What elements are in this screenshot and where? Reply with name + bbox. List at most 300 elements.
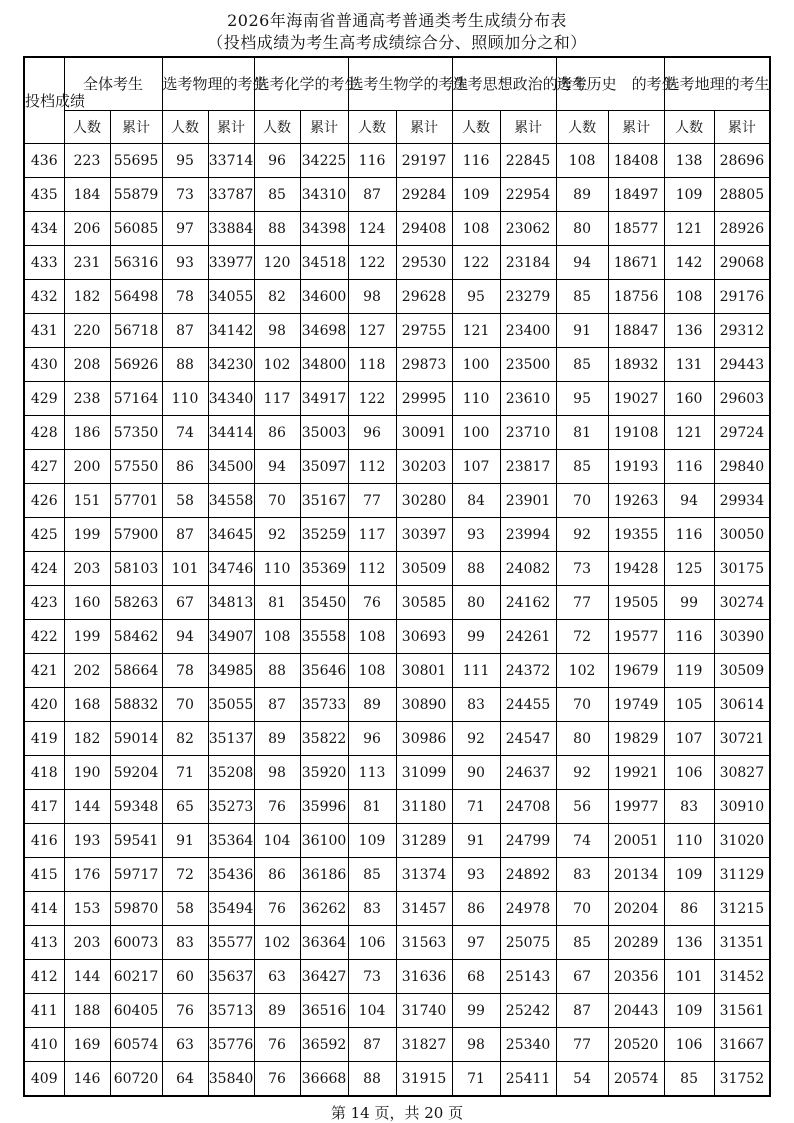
count-cell: 116 [348, 144, 396, 178]
cumulative-cell: 31452 [714, 960, 770, 994]
count-cell: 94 [556, 246, 608, 280]
cumulative-cell: 29176 [714, 280, 770, 314]
count-cell: 94 [162, 620, 208, 654]
count-cell: 74 [556, 824, 608, 858]
count-cell: 72 [162, 858, 208, 892]
table-row [24, 620, 770, 654]
cumulative-cell: 56498 [110, 280, 162, 314]
count-cell: 168 [64, 688, 110, 722]
cumulative-cell: 34518 [300, 246, 348, 280]
cumulative-cell: 23062 [500, 212, 556, 246]
score-cell: 417 [24, 790, 64, 824]
cumulative-cell: 57550 [110, 450, 162, 484]
cumulative-cell: 60073 [110, 926, 162, 960]
count-cell: 121 [664, 212, 714, 246]
count-cell: 116 [664, 450, 714, 484]
subheader-cumulative: 累计 [608, 111, 664, 144]
count-cell: 87 [348, 178, 396, 212]
cumulative-cell: 24637 [500, 756, 556, 790]
score-cell: 414 [24, 892, 64, 926]
count-cell: 176 [64, 858, 110, 892]
cumulative-cell: 34917 [300, 382, 348, 416]
count-cell: 88 [254, 654, 300, 688]
cumulative-cell: 28696 [714, 144, 770, 178]
score-cell: 410 [24, 1028, 64, 1062]
cumulative-cell: 20356 [608, 960, 664, 994]
cumulative-cell: 24162 [500, 586, 556, 620]
count-cell: 64 [162, 1062, 208, 1097]
table-row [24, 960, 770, 994]
count-cell: 160 [664, 382, 714, 416]
count-cell: 109 [348, 824, 396, 858]
cumulative-cell: 60574 [110, 1028, 162, 1062]
cumulative-cell: 30509 [396, 552, 452, 586]
count-cell: 88 [348, 1062, 396, 1097]
score-cell: 416 [24, 824, 64, 858]
table-row [24, 1028, 770, 1062]
cumulative-cell: 19977 [608, 790, 664, 824]
count-cell: 199 [64, 518, 110, 552]
count-cell: 117 [348, 518, 396, 552]
table-body [24, 144, 770, 1097]
cumulative-cell: 33714 [208, 144, 254, 178]
cumulative-cell: 36186 [300, 858, 348, 892]
count-cell: 60 [162, 960, 208, 994]
count-cell: 88 [162, 348, 208, 382]
cumulative-cell: 34800 [300, 348, 348, 382]
cumulative-cell: 36516 [300, 994, 348, 1028]
cumulative-cell: 34645 [208, 518, 254, 552]
cumulative-cell: 20051 [608, 824, 664, 858]
score-cell: 430 [24, 348, 64, 382]
cumulative-cell: 31667 [714, 1028, 770, 1062]
table-row [24, 722, 770, 756]
cumulative-cell: 30801 [396, 654, 452, 688]
count-cell: 78 [162, 280, 208, 314]
count-cell: 109 [452, 178, 500, 212]
count-cell: 110 [162, 382, 208, 416]
count-cell: 98 [254, 314, 300, 348]
cumulative-cell: 30050 [714, 518, 770, 552]
cumulative-cell: 35055 [208, 688, 254, 722]
cumulative-cell: 58462 [110, 620, 162, 654]
group-header-all: 全体考生 [64, 57, 162, 111]
cumulative-cell: 35637 [208, 960, 254, 994]
cumulative-cell: 19355 [608, 518, 664, 552]
cumulative-cell: 35776 [208, 1028, 254, 1062]
cumulative-cell: 20443 [608, 994, 664, 1028]
cumulative-cell: 34230 [208, 348, 254, 382]
count-cell: 85 [664, 1062, 714, 1097]
score-cell: 429 [24, 382, 64, 416]
count-cell: 91 [556, 314, 608, 348]
cumulative-cell: 23610 [500, 382, 556, 416]
table-row [24, 212, 770, 246]
cumulative-cell: 33787 [208, 178, 254, 212]
subheader-cumulative: 累计 [300, 111, 348, 144]
table-row [24, 688, 770, 722]
cumulative-cell: 29755 [396, 314, 452, 348]
cumulative-cell: 18577 [608, 212, 664, 246]
count-cell: 76 [254, 790, 300, 824]
count-cell: 93 [452, 518, 500, 552]
cumulative-cell: 30585 [396, 586, 452, 620]
count-cell: 116 [664, 620, 714, 654]
count-cell: 70 [556, 892, 608, 926]
cumulative-cell: 29443 [714, 348, 770, 382]
subheader-cumulative: 累计 [714, 111, 770, 144]
cumulative-cell: 23817 [500, 450, 556, 484]
cumulative-cell: 59870 [110, 892, 162, 926]
count-cell: 131 [664, 348, 714, 382]
cumulative-cell: 19193 [608, 450, 664, 484]
count-cell: 121 [452, 314, 500, 348]
cumulative-cell: 35167 [300, 484, 348, 518]
cumulative-cell: 19263 [608, 484, 664, 518]
cumulative-cell: 23400 [500, 314, 556, 348]
cumulative-cell: 58263 [110, 586, 162, 620]
cumulative-cell: 30175 [714, 552, 770, 586]
score-cell: 409 [24, 1062, 64, 1097]
count-cell: 153 [64, 892, 110, 926]
cumulative-cell: 18756 [608, 280, 664, 314]
count-cell: 97 [162, 212, 208, 246]
cumulative-cell: 34907 [208, 620, 254, 654]
cumulative-cell: 56316 [110, 246, 162, 280]
count-cell: 118 [348, 348, 396, 382]
count-cell: 109 [664, 858, 714, 892]
count-cell: 76 [254, 892, 300, 926]
cumulative-cell: 31374 [396, 858, 452, 892]
subheader-count: 人数 [64, 111, 110, 144]
count-cell: 106 [348, 926, 396, 960]
count-cell: 108 [348, 654, 396, 688]
count-cell: 120 [254, 246, 300, 280]
count-cell: 87 [556, 994, 608, 1028]
count-cell: 144 [64, 790, 110, 824]
header-row-groups [24, 57, 770, 111]
count-cell: 96 [348, 722, 396, 756]
cumulative-cell: 34746 [208, 552, 254, 586]
cumulative-cell: 30203 [396, 450, 452, 484]
cumulative-cell: 36592 [300, 1028, 348, 1062]
count-cell: 76 [254, 1028, 300, 1062]
count-cell: 203 [64, 926, 110, 960]
count-cell: 86 [254, 416, 300, 450]
count-cell: 87 [162, 518, 208, 552]
count-cell: 136 [664, 926, 714, 960]
count-cell: 107 [452, 450, 500, 484]
cumulative-cell: 35577 [208, 926, 254, 960]
cumulative-cell: 29408 [396, 212, 452, 246]
count-cell: 80 [556, 212, 608, 246]
count-cell: 85 [556, 926, 608, 960]
cumulative-cell: 24708 [500, 790, 556, 824]
cumulative-cell: 35436 [208, 858, 254, 892]
count-cell: 231 [64, 246, 110, 280]
table-row [24, 756, 770, 790]
cumulative-cell: 34055 [208, 280, 254, 314]
cumulative-cell: 59717 [110, 858, 162, 892]
count-cell: 86 [452, 892, 500, 926]
count-cell: 112 [348, 552, 396, 586]
count-cell: 223 [64, 144, 110, 178]
count-cell: 101 [162, 552, 208, 586]
cumulative-cell: 31129 [714, 858, 770, 892]
count-cell: 190 [64, 756, 110, 790]
count-cell: 76 [162, 994, 208, 1028]
count-cell: 169 [64, 1028, 110, 1062]
count-cell: 111 [452, 654, 500, 688]
count-cell: 89 [254, 722, 300, 756]
cumulative-cell: 24978 [500, 892, 556, 926]
cumulative-cell: 25340 [500, 1028, 556, 1062]
count-cell: 98 [254, 756, 300, 790]
cumulative-cell: 35137 [208, 722, 254, 756]
cumulative-cell: 60720 [110, 1062, 162, 1097]
cumulative-cell: 30827 [714, 756, 770, 790]
count-cell: 81 [348, 790, 396, 824]
cumulative-cell: 30390 [714, 620, 770, 654]
count-cell: 87 [348, 1028, 396, 1062]
cumulative-cell: 23994 [500, 518, 556, 552]
score-cell: 434 [24, 212, 64, 246]
cumulative-cell: 35364 [208, 824, 254, 858]
count-cell: 73 [556, 552, 608, 586]
cumulative-cell: 23710 [500, 416, 556, 450]
cumulative-cell: 19027 [608, 382, 664, 416]
cumulative-cell: 20520 [608, 1028, 664, 1062]
score-cell: 431 [24, 314, 64, 348]
count-cell: 74 [162, 416, 208, 450]
cumulative-cell: 24372 [500, 654, 556, 688]
score-cell: 415 [24, 858, 64, 892]
cumulative-cell: 31099 [396, 756, 452, 790]
count-cell: 82 [254, 280, 300, 314]
subheader-count: 人数 [556, 111, 608, 144]
count-cell: 87 [254, 688, 300, 722]
cumulative-cell: 31351 [714, 926, 770, 960]
count-cell: 110 [452, 382, 500, 416]
cumulative-cell: 35208 [208, 756, 254, 790]
cumulative-cell: 31180 [396, 790, 452, 824]
table-row [24, 552, 770, 586]
cumulative-cell: 24547 [500, 722, 556, 756]
score-cell: 419 [24, 722, 64, 756]
cumulative-cell: 35097 [300, 450, 348, 484]
count-cell: 88 [452, 552, 500, 586]
score-cell: 427 [24, 450, 64, 484]
cumulative-cell: 31827 [396, 1028, 452, 1062]
cumulative-cell: 34340 [208, 382, 254, 416]
score-cell: 418 [24, 756, 64, 790]
cumulative-cell: 24261 [500, 620, 556, 654]
cumulative-cell: 18497 [608, 178, 664, 212]
cumulative-cell: 31561 [714, 994, 770, 1028]
cumulative-cell: 31740 [396, 994, 452, 1028]
cumulative-cell: 18932 [608, 348, 664, 382]
cumulative-cell: 25242 [500, 994, 556, 1028]
count-cell: 83 [452, 688, 500, 722]
cumulative-cell: 29068 [714, 246, 770, 280]
table-row [24, 280, 770, 314]
score-cell: 425 [24, 518, 64, 552]
count-cell: 106 [664, 756, 714, 790]
count-cell: 84 [452, 484, 500, 518]
subheader-count: 人数 [664, 111, 714, 144]
table-row [24, 892, 770, 926]
score-cell: 426 [24, 484, 64, 518]
count-cell: 68 [452, 960, 500, 994]
cumulative-cell: 34142 [208, 314, 254, 348]
cumulative-cell: 35646 [300, 654, 348, 688]
cumulative-cell: 25143 [500, 960, 556, 994]
count-cell: 83 [664, 790, 714, 824]
cumulative-cell: 25411 [500, 1062, 556, 1097]
cumulative-cell: 30721 [714, 722, 770, 756]
group-header-politics: 选考思想政治的考生 [452, 57, 556, 111]
cumulative-cell: 34985 [208, 654, 254, 688]
subheader-count: 人数 [452, 111, 500, 144]
count-cell: 86 [254, 858, 300, 892]
count-cell: 56 [556, 790, 608, 824]
subheader-cumulative: 累计 [208, 111, 254, 144]
cumulative-cell: 31915 [396, 1062, 452, 1097]
count-cell: 63 [162, 1028, 208, 1062]
cumulative-cell: 19505 [608, 586, 664, 620]
count-cell: 138 [664, 144, 714, 178]
cumulative-cell: 35840 [208, 1062, 254, 1097]
cumulative-cell: 29995 [396, 382, 452, 416]
count-cell: 102 [556, 654, 608, 688]
count-cell: 81 [556, 416, 608, 450]
count-cell: 193 [64, 824, 110, 858]
count-cell: 220 [64, 314, 110, 348]
table-row [24, 416, 770, 450]
count-cell: 82 [162, 722, 208, 756]
count-cell: 238 [64, 382, 110, 416]
count-cell: 70 [162, 688, 208, 722]
document-subtitle: （投档成绩为考生高考成绩综合分、照顾加分之和） [207, 33, 587, 52]
group-header-physics: 选考物理的考生 [162, 57, 254, 111]
cumulative-cell: 28805 [714, 178, 770, 212]
cumulative-cell: 35920 [300, 756, 348, 790]
cumulative-cell: 34813 [208, 586, 254, 620]
cumulative-cell: 59204 [110, 756, 162, 790]
table-row [24, 824, 770, 858]
cumulative-cell: 18847 [608, 314, 664, 348]
cumulative-cell: 35450 [300, 586, 348, 620]
cumulative-cell: 59348 [110, 790, 162, 824]
score-cell: 411 [24, 994, 64, 1028]
count-cell: 97 [452, 926, 500, 960]
cumulative-cell: 31457 [396, 892, 452, 926]
cumulative-cell: 30986 [396, 722, 452, 756]
count-cell: 85 [254, 178, 300, 212]
count-cell: 199 [64, 620, 110, 654]
cumulative-cell: 29197 [396, 144, 452, 178]
cumulative-cell: 33884 [208, 212, 254, 246]
cumulative-cell: 30693 [396, 620, 452, 654]
count-cell: 186 [64, 416, 110, 450]
count-cell: 92 [254, 518, 300, 552]
count-cell: 93 [162, 246, 208, 280]
count-cell: 73 [162, 178, 208, 212]
score-cell: 428 [24, 416, 64, 450]
count-cell: 77 [556, 1028, 608, 1062]
table-row [24, 178, 770, 212]
count-cell: 104 [348, 994, 396, 1028]
cumulative-cell: 34600 [300, 280, 348, 314]
table-row [24, 790, 770, 824]
count-cell: 109 [664, 994, 714, 1028]
count-cell: 108 [664, 280, 714, 314]
cumulative-cell: 31289 [396, 824, 452, 858]
cumulative-cell: 36100 [300, 824, 348, 858]
count-cell: 110 [664, 824, 714, 858]
count-cell: 206 [64, 212, 110, 246]
cumulative-cell: 57701 [110, 484, 162, 518]
subheader-cumulative: 累计 [396, 111, 452, 144]
count-cell: 182 [64, 722, 110, 756]
cumulative-cell: 20289 [608, 926, 664, 960]
cumulative-cell: 36668 [300, 1062, 348, 1097]
cumulative-cell: 35273 [208, 790, 254, 824]
cumulative-cell: 60405 [110, 994, 162, 1028]
score-cell: 421 [24, 654, 64, 688]
score-cell: 422 [24, 620, 64, 654]
count-cell: 122 [348, 382, 396, 416]
table-row [24, 1062, 770, 1097]
count-cell: 94 [254, 450, 300, 484]
cumulative-cell: 57164 [110, 382, 162, 416]
count-cell: 76 [254, 1062, 300, 1097]
count-cell: 102 [254, 348, 300, 382]
count-cell: 76 [348, 586, 396, 620]
count-cell: 67 [162, 586, 208, 620]
count-cell: 116 [664, 518, 714, 552]
cumulative-cell: 29724 [714, 416, 770, 450]
cumulative-cell: 19829 [608, 722, 664, 756]
count-cell: 93 [452, 858, 500, 892]
cumulative-cell: 25075 [500, 926, 556, 960]
cumulative-cell: 22845 [500, 144, 556, 178]
count-cell: 124 [348, 212, 396, 246]
cumulative-cell: 20574 [608, 1062, 664, 1097]
count-cell: 85 [556, 450, 608, 484]
score-cell: 435 [24, 178, 64, 212]
count-cell: 108 [556, 144, 608, 178]
count-cell: 58 [162, 484, 208, 518]
table-row [24, 144, 770, 178]
score-cell: 432 [24, 280, 64, 314]
count-cell: 80 [452, 586, 500, 620]
count-cell: 88 [254, 212, 300, 246]
cumulative-cell: 35558 [300, 620, 348, 654]
count-cell: 98 [452, 1028, 500, 1062]
count-cell: 89 [556, 178, 608, 212]
count-cell: 119 [664, 654, 714, 688]
count-cell: 106 [664, 1028, 714, 1062]
cumulative-cell: 56718 [110, 314, 162, 348]
cumulative-cell: 29312 [714, 314, 770, 348]
cumulative-cell: 29934 [714, 484, 770, 518]
count-cell: 95 [556, 382, 608, 416]
cumulative-cell: 19428 [608, 552, 664, 586]
count-cell: 160 [64, 586, 110, 620]
cumulative-cell: 30397 [396, 518, 452, 552]
count-cell: 96 [254, 144, 300, 178]
